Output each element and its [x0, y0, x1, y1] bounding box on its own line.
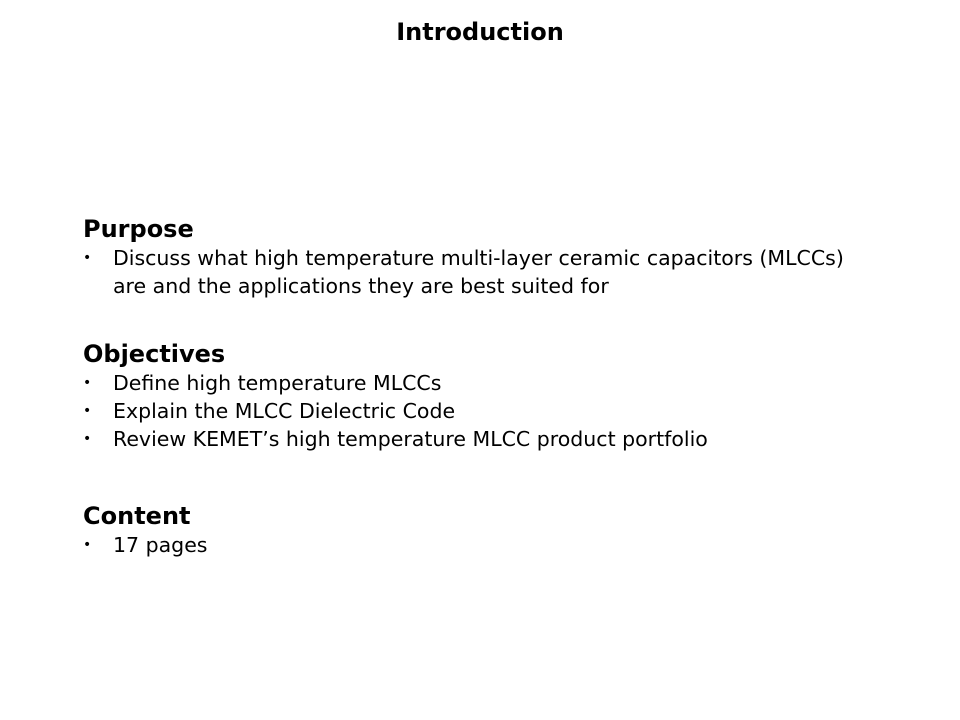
bullet-icon: • [83, 537, 92, 553]
bullet-text: Define high temperature MLCCs [113, 371, 442, 395]
content-list [83, 531, 883, 559]
bullet-icon: • [83, 250, 92, 266]
list-item [83, 425, 883, 453]
bullet-text: 17 pages [113, 533, 208, 557]
slide-title: Introduction [396, 18, 564, 46]
objectives-section [83, 339, 883, 453]
list-item [83, 397, 883, 425]
purpose-section [83, 214, 883, 300]
list-item [83, 369, 883, 397]
bullet-icon: • [83, 375, 92, 391]
content-section [83, 501, 883, 559]
bullet-icon: • [83, 431, 92, 447]
bullet-text: Explain the MLCC Dielectric Code [113, 399, 456, 423]
bullet-icon: • [83, 403, 92, 419]
purpose-list [83, 244, 883, 300]
list-item [83, 244, 883, 300]
content-heading: Content [83, 502, 191, 530]
objectives-heading: Objectives [83, 340, 226, 368]
list-item [83, 531, 883, 559]
purpose-heading: Purpose [83, 215, 194, 243]
bullet-text: Review KEMET’s high temperature MLCC product portfolio [113, 427, 708, 451]
bullet-text: Discuss what high temperature multi-layer ceramic capacitors (MLCCs) are and the applications they are best suited for [113, 246, 844, 298]
objectives-list [83, 369, 883, 453]
